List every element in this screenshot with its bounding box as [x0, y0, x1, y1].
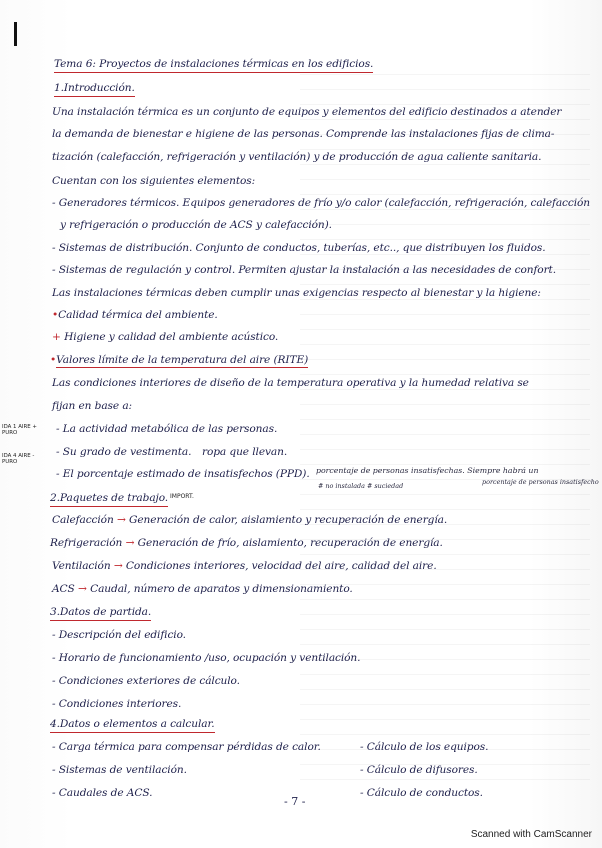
paragraph-line: Las instalaciones térmicas deben cumplir unas exigencias respecto al bienestar y la higiene:: [52, 287, 541, 299]
work-package-name: Refrigeración: [50, 537, 123, 549]
arrow-right-icon: →: [113, 560, 123, 572]
section-heading-datos-partida: 3.Datos de partida.: [50, 606, 151, 621]
list-item: - El porcentaje estimado de insatisfechos (PPD).: [56, 468, 310, 480]
hash-note: # no instalada # suciedad: [318, 482, 404, 490]
work-package-row: [52, 583, 353, 596]
section-heading-paquetes: 2.Paquetes de trabajo.: [50, 492, 168, 507]
section-heading-datos-calcular: 4.Datos o elementos a calcular.: [50, 718, 215, 733]
work-package-desc: Generación de calor, aislamiento y recuperación de energía.: [129, 514, 448, 526]
work-package-name: Ventilación: [52, 560, 111, 572]
list-item: - Su grado de vestimenta.: [56, 446, 192, 458]
paragraph-line: Cuentan con los siguientes elementos:: [52, 175, 256, 187]
section-heading-introduccion: 1.Introducción.: [54, 82, 135, 97]
list-item: - Sistemas de distribución. Conjunto de conductos, tuberías, etc.., que distribuyen los fluidos.: [52, 242, 546, 254]
work-package-desc: Caudal, número de aparatos y dimensionamiento.: [90, 583, 353, 595]
margin-note: IDA 4 AIRE - PURO: [2, 453, 35, 465]
arrow-right-icon: →: [78, 583, 87, 595]
list-item: - Sistemas de ventilación.: [52, 764, 187, 776]
section-heading-limits: [50, 354, 308, 367]
import-tag: IMPORT.: [170, 493, 194, 500]
ppd-note: porcentaje de personas insatisfechas. Siempre habrá un: [316, 466, 539, 475]
scanner-watermark: Scanned with CamScanner: [470, 829, 592, 840]
list-item: - Carga térmica para compensar pérdidas de calor.: [52, 741, 321, 753]
work-package-desc: Condiciones interiores, velocidad del aire, calidad del aire.: [125, 560, 437, 572]
paragraph-line: tización (calefacción, refrigeración y ventilación) y de producción de agua caliente sanitaria.: [52, 151, 542, 163]
bullet-icon: +: [52, 331, 61, 343]
heading-text: Valores límite de la temperatura del aire (RITE): [56, 354, 309, 366]
work-package-row: [50, 537, 443, 550]
list-item: - Cálculo de los equipos.: [360, 741, 489, 753]
requirement-text: Calidad térmica del ambiente.: [58, 309, 218, 321]
arrow-right-icon: →: [125, 537, 135, 549]
list-item: - Sistemas de regulación y control. Permiten ajustar la instalación a las necesidades de confort.: [52, 264, 556, 276]
work-package-row: [52, 560, 437, 573]
work-package-name: Calefacción: [52, 514, 114, 526]
margin-note: IDA 1 AIRE + PURO: [2, 424, 37, 436]
paragraph-line: la demanda de bienestar e higiene de las personas. Comprende las instalaciones fijas de clima-: [52, 128, 555, 140]
paragraph-line: Una instalación térmica es un conjunto de equipos y elementos del edificio destinados a atender: [52, 106, 562, 118]
edge-mark: [14, 22, 17, 46]
page-title: Tema 6: Proyectos de instalaciones térmicas en los edificios.: [54, 58, 373, 73]
requirement-item: [52, 331, 278, 344]
list-item: - La actividad metabólica de las personas.: [56, 423, 278, 435]
work-package-row: [52, 514, 447, 527]
arrow-right-icon: →: [116, 514, 126, 526]
list-item: - Condiciones exteriores de cálculo.: [52, 675, 240, 687]
list-item: - Descripción del edificio.: [52, 629, 186, 641]
inline-note: ropa que llevan.: [202, 446, 288, 458]
page-number: - 7 -: [284, 795, 306, 808]
ppd-note-continued: porcentaje de personas insatisfecho: [482, 478, 599, 486]
list-item: - Horario de funcionamiento /uso, ocupación y ventilación.: [52, 652, 361, 664]
list-item-continuation: y refrigeración o producción de ACS y calefacción).: [60, 219, 332, 231]
paragraph-line: Las condiciones interiores de diseño de la temperatura operativa y la humedad relativa se: [52, 377, 529, 389]
bullet-icon: •: [52, 309, 59, 321]
bleed-through: [300, 60, 590, 780]
work-package-name: ACS: [52, 583, 75, 595]
bullet-icon: •: [50, 354, 57, 366]
list-item: - Cálculo de difusores.: [360, 764, 478, 776]
list-item: - Condiciones interiores.: [52, 698, 182, 710]
requirement-text: Higiene y calidad del ambiente acústico.: [64, 331, 279, 343]
requirement-item: [52, 309, 218, 322]
paragraph-line: fijan en base a:: [52, 400, 133, 412]
list-item: - Caudales de ACS.: [52, 787, 153, 799]
list-item: - Generadores térmicos. Equipos generadores de frío y/o calor (calefacción, refrigeración, calefacción: [52, 197, 591, 209]
work-package-desc: Generación de frío, aislamiento, recuperación de energía.: [137, 537, 443, 549]
list-item: - Cálculo de conductos.: [360, 787, 483, 799]
